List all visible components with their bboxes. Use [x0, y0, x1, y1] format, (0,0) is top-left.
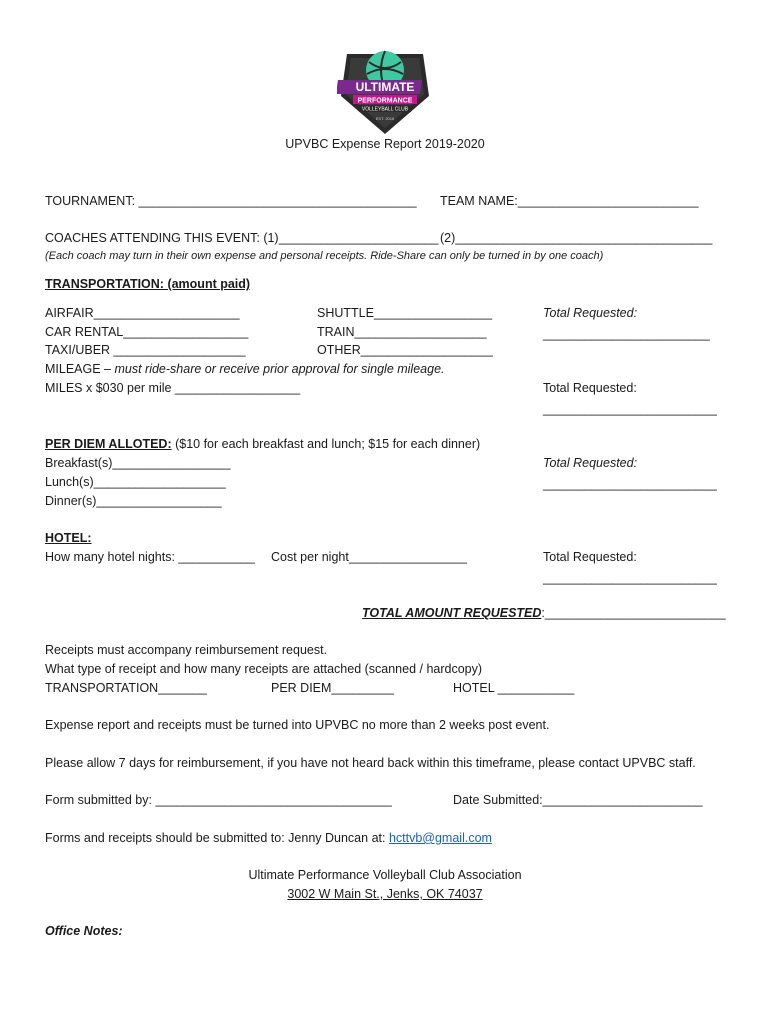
- transportation-heading: TRANSPORTATION: (amount paid): [45, 277, 251, 291]
- per-diem-heading: PER DIEM ALLOTED: ($10 for each breakfast and lunch; $15 for each dinner): [45, 437, 481, 451]
- coach-2-field[interactable]: (2)_____________________________________: [440, 231, 713, 245]
- mileage-line: MILEAGE – must ride-share or receive prior approval for single mileage.: [45, 362, 445, 376]
- date-submitted-field[interactable]: Date Submitted:_______________________: [453, 793, 703, 807]
- other-field[interactable]: OTHER___________________: [317, 343, 493, 357]
- miles-field[interactable]: MILES x $030 per mile __________________: [45, 381, 301, 395]
- org-address: 3002 W Main St., Jenks, OK 74037: [287, 887, 483, 901]
- total-requested-field[interactable]: _________________________: [543, 571, 717, 585]
- total-requested-label: Total Requested:: [543, 306, 638, 320]
- svg-text:VOLLEYBALL CLUB: VOLLEYBALL CLUB: [361, 106, 409, 113]
- org-name: Ultimate Performance Volleyball Club Association: [248, 868, 522, 882]
- email-link[interactable]: hcttvb@gmail.com: [388, 831, 492, 845]
- hotel-nights-field[interactable]: How many hotel nights: ___________: [45, 550, 255, 564]
- upvbc-logo: [337, 44, 433, 136]
- allow-note: Please allow 7 days for reimbursement, if you have not heard back within this timeframe, please contact UPVBC staff.: [45, 756, 696, 770]
- tournament-field[interactable]: TOURNAMENT: ________________________________________: [45, 194, 417, 208]
- cost-per-night-field[interactable]: Cost per night_________________: [271, 550, 468, 564]
- office-notes-label: Office Notes:: [45, 924, 123, 938]
- svg-text:ULTIMATE: ULTIMATE: [355, 80, 415, 94]
- svg-text:PERFORMANCE: PERFORMANCE: [357, 97, 413, 105]
- total-requested-field[interactable]: ________________________: [543, 327, 710, 341]
- dinner-field[interactable]: Dinner(s)__________________: [45, 494, 222, 508]
- total-requested-field[interactable]: _________________________: [543, 477, 717, 491]
- taxi-uber-field[interactable]: TAXI/UBER ___________________: [45, 343, 246, 357]
- expense-note: Expense report and receipts must be turned into UPVBC no more than 2 weeks post event.: [45, 718, 550, 732]
- receipts-question: What type of receipt and how many receipts are attached (scanned / hardcopy): [45, 662, 483, 676]
- lunch-field[interactable]: Lunch(s)___________________: [45, 475, 226, 489]
- total-requested-label: Total Requested:: [543, 456, 638, 470]
- car-rental-field[interactable]: CAR RENTAL__________________: [45, 325, 249, 339]
- total-requested-label: Total Requested:: [543, 381, 637, 395]
- total-amount-requested[interactable]: TOTAL AMOUNT REQUESTED:__________________________: [362, 606, 726, 620]
- svg-text:EST. 2016: EST. 2016: [375, 116, 395, 121]
- form-submitted-field[interactable]: Form submitted by: __________________________________: [45, 793, 392, 807]
- airfair-field[interactable]: AIRFAIR_____________________: [45, 306, 240, 320]
- total-requested-label: Total Requested:: [543, 550, 637, 564]
- receipt-hotel-field[interactable]: HOTEL ___________: [453, 681, 575, 695]
- train-field[interactable]: TRAIN___________________: [317, 325, 487, 339]
- hotel-heading: HOTEL:: [45, 531, 92, 545]
- coaches-note: (Each coach may turn in their own expense and personal receipts. Ride-Share can only be turned in by one coach): [45, 250, 604, 262]
- team-name-field[interactable]: TEAM NAME:__________________________: [440, 194, 699, 208]
- coach-1-field[interactable]: COACHES ATTENDING THIS EVENT: (1)_______________________: [45, 231, 439, 245]
- receipts-note: Receipts must accompany reimbursement request.: [45, 643, 328, 657]
- receipt-transportation-field[interactable]: TRANSPORTATION_______: [45, 681, 207, 695]
- total-requested-field[interactable]: _________________________: [543, 402, 717, 416]
- submit-to-line: Forms and receipts should be submitted to: Jenny Duncan at: hcttvb@gmail.com: [45, 831, 492, 845]
- receipt-per-diem-field[interactable]: PER DIEM_________: [271, 681, 394, 695]
- page-title: UPVBC Expense Report 2019-2020: [285, 137, 485, 151]
- shuttle-field[interactable]: SHUTTLE_________________: [317, 306, 493, 320]
- breakfast-field[interactable]: Breakfast(s)_________________: [45, 456, 231, 470]
